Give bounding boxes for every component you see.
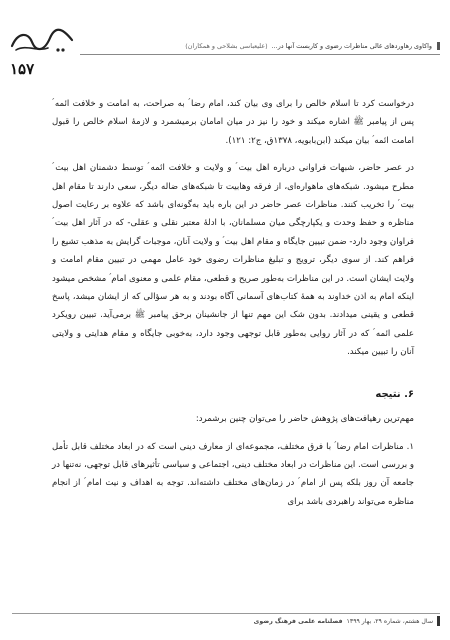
page-number: ۱۵۷ bbox=[10, 60, 35, 78]
page-footer bbox=[12, 615, 440, 627]
body-paragraph: درخواست کرد تا اسلام خالص را برای وی بیان کند، امام رضا ؑ به صراحت، به امامت و خلافت ائمه ؑ پس از پیامبر ﷺ اشاره میکند و خود را نیز در میان امامان برمیشمرد و لازمهٔ اسلام خالص را قبول امامت ائمه ؑ بیان میکند (ابن‌بابویه، ۱۳۷۸ق، ج۲: ۱۲۱). bbox=[52, 99, 414, 146]
running-header-title: واکاوی رهاوردهای غالی مناظرات رضوی و کاربست آنها در... bbox=[271, 42, 432, 50]
running-header bbox=[80, 40, 440, 52]
conclusion-item: ۱. مناظرات امام رضا ؑ با فرق مختلف، مجموعه‌ای از معارف دینی است که در ابعاد مختلف قابل تأمل و بررسی است. این مناظرات در ابعاد مختلف دینی، اجتماعی و سیاسی تأثیرهای قابل توجهی، نه‌تنها در جامعه آن روز بلکه پس از امام ؑ در زمان‌های مختلف داشته‌اند. توجه به اهداف و نیت امام ؑ از انجام مناظره می‌تواند راهبردی باشد برای bbox=[52, 441, 414, 507]
footer-rule bbox=[12, 613, 440, 614]
footer-marker bbox=[437, 616, 440, 626]
header-rule bbox=[80, 54, 440, 55]
section-intro: مهم‌ترین رهیافت‌های پژوهش حاضر را می‌توان چنین برشمرد: bbox=[195, 414, 414, 425]
header-marker bbox=[437, 42, 440, 50]
article-body bbox=[52, 95, 414, 511]
body-paragraph: در عصر حاضر، شبهات فراوانی درباره اهل بیت ؑ و ولایت و خلافت ائمه ؑ توسط دشمنان اهل بیت ؑ مطرح میشود. شبکه‌های ماهواره‌ای، از فرقه وهابیت تا شبکه‌های ضاله دیگر، سعی دارند تا مقام اهل بیت ؑ را تخریب کنند. مناظرات عصر حاضر در این باره باید به‌گونه‌ای باشد که علاوه بر رعایت اصول مناظره و حفظ وحدت و یکپارچگی میان مسلمانان، با ادلهٔ معتبر نقلی و عقلی- که در آثار اهل بیت ؑ فراوان وجود دارد- ضمن تبیین جایگاه و مقام اهل بیت ؑ و ولایت آنان، موجبات گرایش به مذهب تشیع را فراهم کند. از سوی دیگر، ترویج و تبلیغ مناظرات رضوی خود عامل مهمی در تبیین مقام امامت و ولایت ایشان است. در این مناظرات به‌طور صریح و قطعی، مقام علمی و معنوی امام ؑ مشخص میشود اینکه امام به اذن خداوند به همهٔ کتاب‌های آسمانی آگاه بودند و به هر سؤالی که از ایشان میشد، پاسخ قطعی و یقینی میدادند. بدون شک این مهم تنها از جانشینان برحق پیامبر ﷺ برمی‌آید. تبیین رویکرد علمی ائمه ؑ که در آثار روایی به‌طور قابل توجهی وجود دارد، به‌خوبی جایگاه و مقام هدایتی و ولایتی آنان را تبیین میکند. bbox=[52, 163, 414, 358]
running-header-author: (علیعباسی بشلاحی و همکاران) bbox=[185, 42, 268, 50]
footer-journal: فصلنامه علمی فرهنگ رضوی bbox=[253, 617, 343, 625]
footer-issue: سال هشتم، شماره ۲۹، بهار ۱۳۹۹ bbox=[346, 617, 433, 625]
journal-logo bbox=[8, 26, 76, 56]
section-heading: ۶. نتیجه bbox=[375, 388, 414, 400]
journal-logo-mark bbox=[8, 26, 76, 56]
